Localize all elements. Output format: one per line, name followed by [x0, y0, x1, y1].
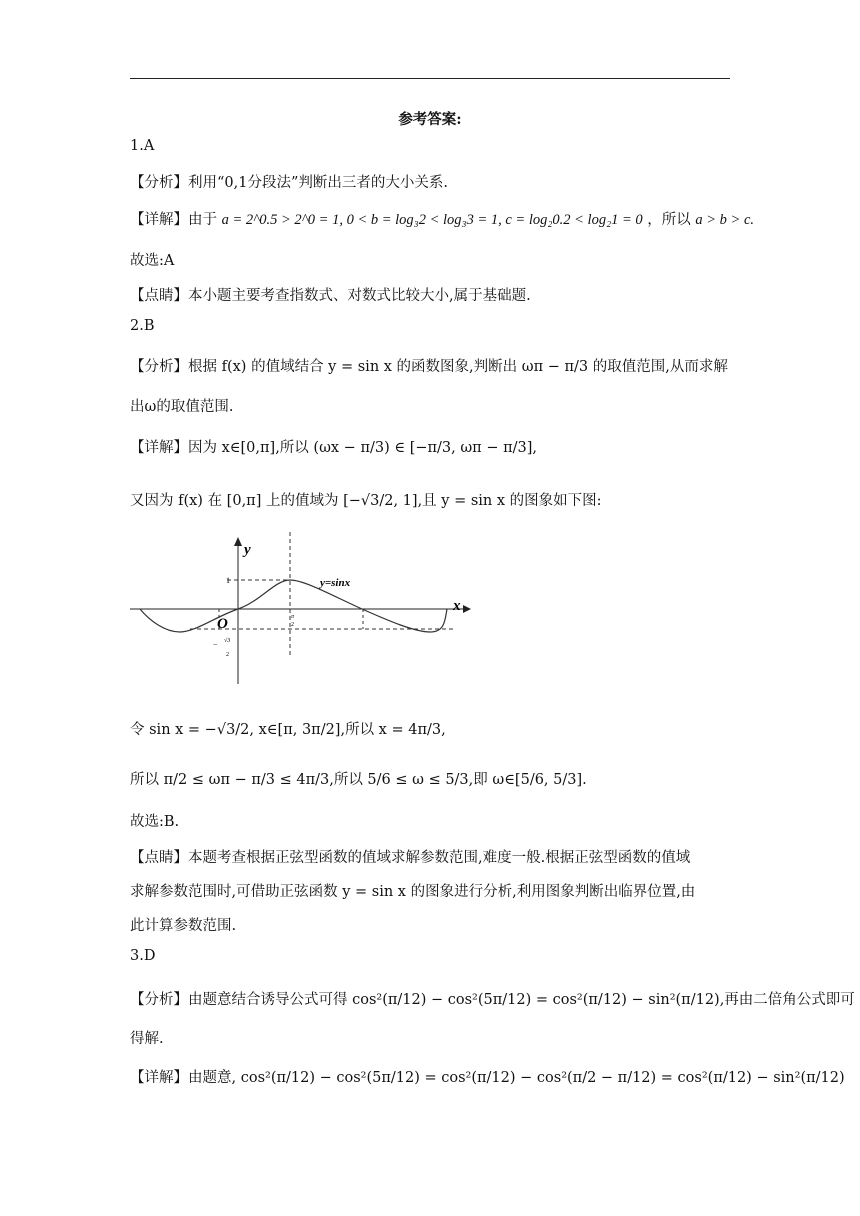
q3-analysis-1: 【分析】由题意结合诱导公式可得 cos²(π/12) − cos²(5π/12) = cos²(π/12) − sin²(π/12),再由二倍角公式即可: [130, 992, 855, 1008]
q2-analysis-1: 【分析】根据 f(x) 的值域结合 y = sin x 的函数图象,判断出 ωπ − π/3 的取值范围,从而求解: [130, 359, 728, 375]
q2-detail-1: 【详解】因为 x∈[0,π],所以 (ωx − π/3) ∈ [−π/3, ωπ − π/3],: [130, 440, 537, 456]
origin-label: O: [217, 616, 228, 632]
tick-pi-num: π: [291, 614, 295, 620]
q3-analysis-2: 得解.: [130, 1031, 164, 1047]
y-axis-label: y: [244, 542, 251, 558]
q1-detail-math: a = 2^0.5 > 2^0 = 1, 0 < b = log₃2 < log₃3 = 1, c = log₂0.2 < log₂1 = 0: [221, 212, 643, 228]
q2-comment-2: 求解参数范围时,可借助正弦函数 y = sin x 的图象进行分析,利用图象判断出临界位置,由: [130, 884, 696, 900]
q1-choose: 故选:A: [130, 253, 175, 269]
q1-detail-tail: ，所以: [647, 212, 691, 228]
sine-graph: [125, 532, 475, 687]
tick-neg-num: √3: [224, 638, 231, 644]
q2-so-line: 所以 π/2 ≤ ωπ − π/3 ≤ 4π/3,所以 5/6 ≤ ω ≤ 5/3,即 ω∈[5/6, 5/3].: [130, 772, 587, 788]
q2-choose: 故选:B.: [130, 814, 180, 830]
header-rule: [130, 78, 730, 79]
q2-comment-1: 【点睛】本题考查根据正弦型函数的值域求解参数范围,难度一般.根据正弦型函数的值域: [130, 850, 691, 866]
q1-detail: [130, 208, 754, 229]
q1-comment: 【点睛】本小题主要考查指数式、对数式比较大小,属于基础题.: [130, 288, 531, 304]
tick-neg-sign: −: [213, 640, 218, 649]
q2-comment-3: 此计算参数范围.: [130, 918, 237, 934]
q1-detail-lead: 【详解】由于: [130, 212, 217, 228]
q1-number: 1.A: [130, 138, 155, 154]
curve-label: y=sinx: [320, 577, 351, 589]
q2-detail-2: 又因为 f(x) 在 [0,π] 上的值域为 [−√3/2, 1],且 y = sin x 的图象如下图:: [130, 493, 602, 509]
q2-let-line: 令 sin x = −√3/2, x∈[π, 3π/2],所以 x = 4π/3,: [130, 722, 446, 738]
q1-analysis: 【分析】利用“0,1分段法”判断出三者的大小关系.: [130, 175, 448, 191]
q2-analysis-2: 出ω的取值范围.: [130, 399, 234, 415]
page-title: 参考答案:: [398, 111, 462, 128]
x-axis-label: x: [453, 598, 461, 614]
tick-neg-den: 2: [226, 652, 229, 658]
tick-one: 1: [226, 576, 230, 585]
q1-detail-result: a > b > c.: [695, 212, 755, 228]
q3-detail: 【详解】由题意, cos²(π/12) − cos²(5π/12) = cos²(π/12) − cos²(π/2 − π/12) = cos²(π/12) − sin²(π/12): [130, 1070, 845, 1086]
q2-number: 2.B: [130, 318, 155, 334]
q3-number: 3.D: [130, 948, 156, 964]
tick-pi-den: 2: [291, 622, 294, 628]
